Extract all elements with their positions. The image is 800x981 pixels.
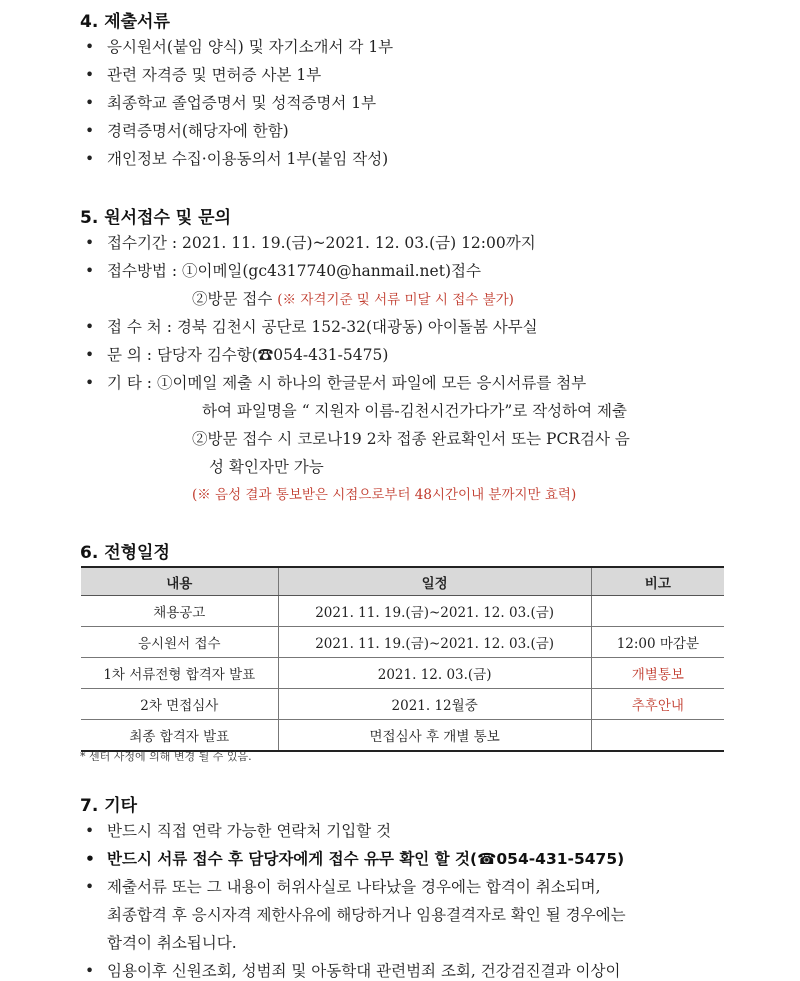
schedule-note: * 센터 사정에 의해 변경 될 수 있음. [80,750,252,763]
list-item: • 경력증명서(해당자에 한함) [85,122,289,140]
application-place: • 접 수 처 : 경북 김천시 공단로 152-32(대광동) 아이돌봄 사무실 [85,318,538,336]
col-header-content: 내용 [81,567,278,596]
etc-item-cont: 하여 파일명을 “ 지원자 이름-김천시건가다가”로 작성하여 제출 [202,402,627,420]
schedule-table [81,566,724,752]
list-item: • 응시원서(붙임 양식) 및 자기소개서 각 1부 [85,38,394,56]
col-header-remarks: 비고 [591,567,724,596]
list-item: • 관련 자격증 및 면허증 사본 1부 [85,66,322,84]
table-row: 채용공고 2021. 11. 19.(금)~2021. 12. 03.(금) [81,596,724,627]
etc-item-2: ②방문 접수 시 코로나19 2차 접종 완료확인서 또는 PCR검사 음 [192,430,630,448]
list-item: • 최종학교 졸업증명서 및 성적증명서 1부 [85,94,377,112]
section-5-title: 5. 원서접수 및 문의 [80,208,231,228]
table-row: 응시원서 접수 2021. 11. 19.(금)~2021. 12. 03.(금) 12:00 마감분 [81,627,724,658]
list-item-cont: 최종합격 후 응시자격 제한사유에 해당하거나 임용결격자로 확인 될 경우에는 [107,906,626,924]
table-row: 2차 면접심사 2021. 12월중 추후안내 [81,689,724,720]
table-row: 1차 서류전형 합격자 발표 2021. 12. 03.(금) 개별통보 [81,658,724,689]
table-header-row [81,567,724,596]
list-item: • 개인정보 수집·이용동의서 1부(붙임 작성) [85,150,389,168]
method-warning: (※ 자격기준 및 서류 미달 시 접수 불가) [277,292,514,308]
section-7-title: 7. 기타 [80,796,138,816]
list-item-cont: 합격이 취소됩니다. [107,934,237,952]
list-item-emphasis: • 반드시 서류 접수 후 담당자에게 접수 유무 확인 할 것(☎054-431-5475) [85,850,625,868]
list-item: • 임용이후 신원조회, 성범죄 및 아동학대 관련범죄 조회, 건강검진결과 이상이 [85,962,621,980]
etc-item: • 기 타 : ①이메일 제출 시 하나의 한글문서 파일에 모든 응시서류를 첨부 [85,374,587,392]
section-6-title: 6. 전형일정 [80,543,170,563]
section-4-title: 4. 제출서류 [80,12,170,32]
etc-item-2-cont: 성 확인자만 가능 [209,458,324,476]
etc-warning: (※ 음성 결과 통보받은 시점으로부터 48시간이내 분까지만 효력) [192,487,577,503]
application-period: • 접수기간 : 2021. 11. 19.(금)~2021. 12. 03.(금) 12:00까지 [85,234,536,252]
list-item: • 제출서류 또는 그 내용이 허위사실로 나타났을 경우에는 합격이 취소되며, [85,878,601,896]
application-method-visit: ②방문 접수 (※ 자격기준 및 서류 미달 시 접수 불가) [192,290,514,308]
application-method: • 접수방법 : ①이메일(gc4317740@hanmail.net)접수 [85,262,481,280]
list-item: • 반드시 직접 연락 가능한 연락처 기입할 것 [85,822,392,840]
col-header-schedule: 일정 [278,567,591,596]
table-row: 최종 합격자 발표 면접심사 후 개별 통보 [81,720,724,752]
inquiry-contact: • 문 의 : 담당자 김수항(☎054-431-5475) [85,346,389,364]
